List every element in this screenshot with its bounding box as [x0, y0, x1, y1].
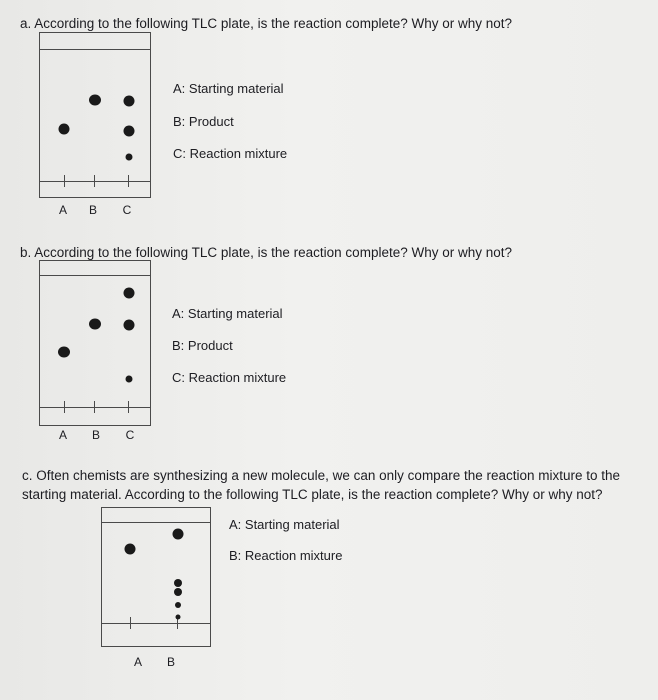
spot-lane-c-upper — [124, 288, 135, 299]
lane-a-tick — [64, 175, 65, 187]
lane-label-b: B — [166, 655, 176, 669]
spot-lane-b — [89, 319, 101, 330]
lane-label-b: B — [88, 203, 98, 217]
baseline — [102, 623, 210, 624]
legend-starting-material: A: Starting material — [229, 517, 340, 532]
baseline — [40, 407, 150, 408]
spot-lane-b-4 — [176, 615, 181, 620]
lane-c-tick — [128, 401, 129, 413]
legend-starting-material: A: Starting material — [172, 306, 283, 321]
lane-b-tick — [94, 175, 95, 187]
spot-lane-b — [89, 95, 101, 106]
lane-label-a: A — [58, 428, 68, 442]
question-b: b. According to the following TLC plate, is the reaction complete? Why or why not? — [20, 245, 513, 260]
legend-reaction-mixture: C: Reaction mixture — [173, 146, 288, 161]
tlc-plate-b — [39, 260, 151, 426]
legend-reaction-mixture: B: Reaction mixture — [229, 548, 343, 563]
solvent-front-line — [40, 49, 150, 50]
question-c-line-1: c. Often chemists are synthesizing a new molecule, we can only compare the reaction mixture to the — [22, 468, 621, 483]
spot-lane-b-2 — [174, 588, 182, 596]
lane-c-tick — [128, 175, 129, 187]
legend-starting-material: A: Starting material — [173, 81, 284, 96]
lane-label-b: B — [91, 428, 101, 442]
spot-lane-c-lower — [126, 376, 133, 383]
spot-lane-a — [125, 544, 136, 555]
question-a: a. According to the following TLC plate, is the reaction complete? Why or why not? — [20, 16, 513, 31]
lane-b-tick — [94, 401, 95, 413]
spot-lane-c-upper — [124, 96, 135, 107]
spot-lane-b-3 — [175, 602, 181, 608]
legend-product: B: Product — [172, 338, 233, 353]
spot-lane-c-middle — [124, 320, 135, 331]
solvent-front-line — [102, 522, 210, 523]
baseline — [40, 181, 150, 182]
lane-a-tick — [64, 401, 65, 413]
spot-lane-c-lower — [126, 154, 133, 161]
tlc-plate-a — [39, 32, 151, 198]
legend-reaction-mixture: C: Reaction mixture — [172, 370, 287, 385]
spot-lane-c-middle — [124, 126, 135, 137]
lane-a-tick — [130, 617, 131, 629]
solvent-front-line — [40, 275, 150, 276]
lane-label-a: A — [58, 203, 68, 217]
legend-product: B: Product — [173, 114, 234, 129]
spot-lane-b-1 — [174, 579, 182, 587]
lane-label-c: C — [125, 428, 135, 442]
question-c-line-2: starting material. According to the following TLC plate, is the reaction complete? Why or why not? — [22, 487, 603, 502]
spot-lane-b-top — [173, 529, 184, 540]
spot-lane-a — [59, 124, 70, 135]
lane-label-a: A — [133, 655, 143, 669]
tlc-plate-c — [101, 507, 211, 647]
lane-label-c: C — [122, 203, 132, 217]
spot-lane-a — [58, 347, 70, 358]
